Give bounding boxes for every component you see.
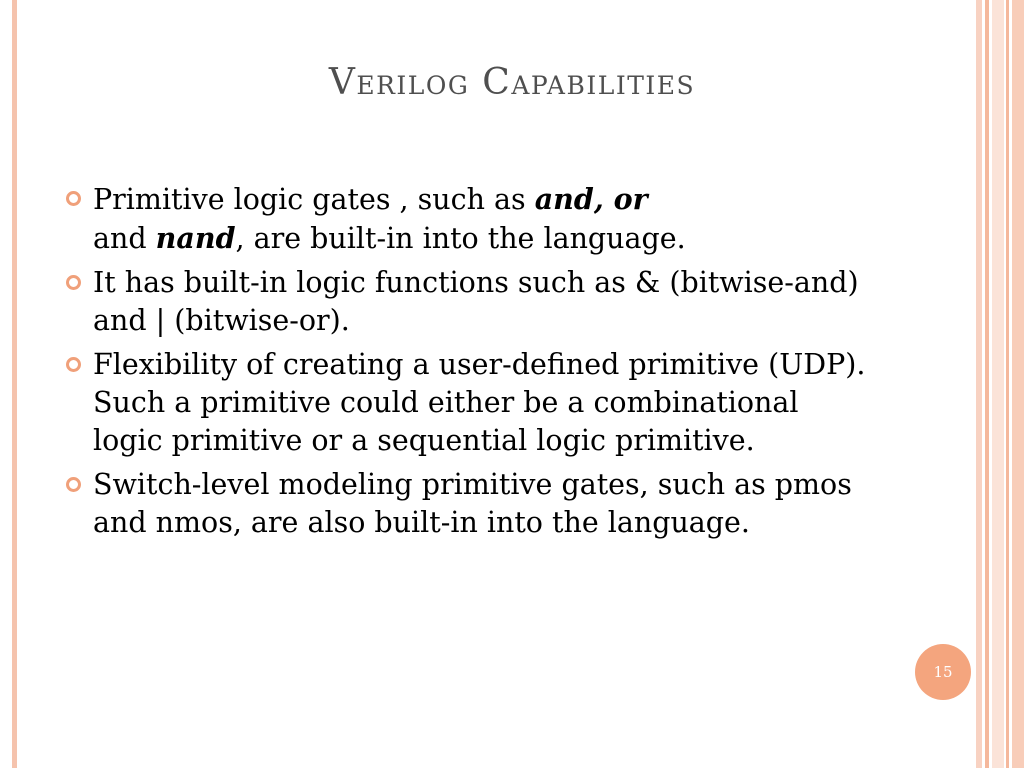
left-border-line [12, 0, 17, 768]
bullet-item [66, 466, 876, 542]
bullet-list [66, 180, 876, 548]
stripe [992, 0, 1004, 768]
bullet-text: Flexibility of creating a user-defined primitive (UDP). Such a primitive could either be a combinational logic primitive or a sequential logic primitive. [93, 348, 866, 457]
bullet-text: It has built-in logic functions such as & (bitwise-and) and | (bitwise-or). [93, 266, 859, 337]
circle-bullet-icon [66, 357, 81, 372]
circle-bullet-icon [66, 191, 81, 206]
keyword-and-or: and, or [534, 182, 648, 216]
bullet-item [66, 180, 876, 258]
stripe [1012, 0, 1024, 768]
stripe [976, 0, 982, 768]
page-number-badge: 15 [915, 644, 971, 700]
bullet-text: Switch-level modeling primitive gates, such as pmos and nmos, are also built-in into the language. [93, 468, 852, 539]
bullet-item [66, 346, 876, 460]
bullet-text: Primitive logic gates , such as [93, 183, 535, 216]
slide-title: Verilog Capabilities [328, 62, 696, 103]
right-decorative-stripes [976, 0, 1024, 768]
keyword-nand: nand [155, 221, 236, 255]
stripe [985, 0, 989, 768]
bullet-item [66, 264, 876, 340]
circle-bullet-icon [66, 477, 81, 492]
circle-bullet-icon [66, 275, 81, 290]
bullet-text: and [93, 222, 156, 255]
bullet-text: , are built-in into the language. [235, 222, 686, 255]
stripe [1006, 0, 1009, 768]
